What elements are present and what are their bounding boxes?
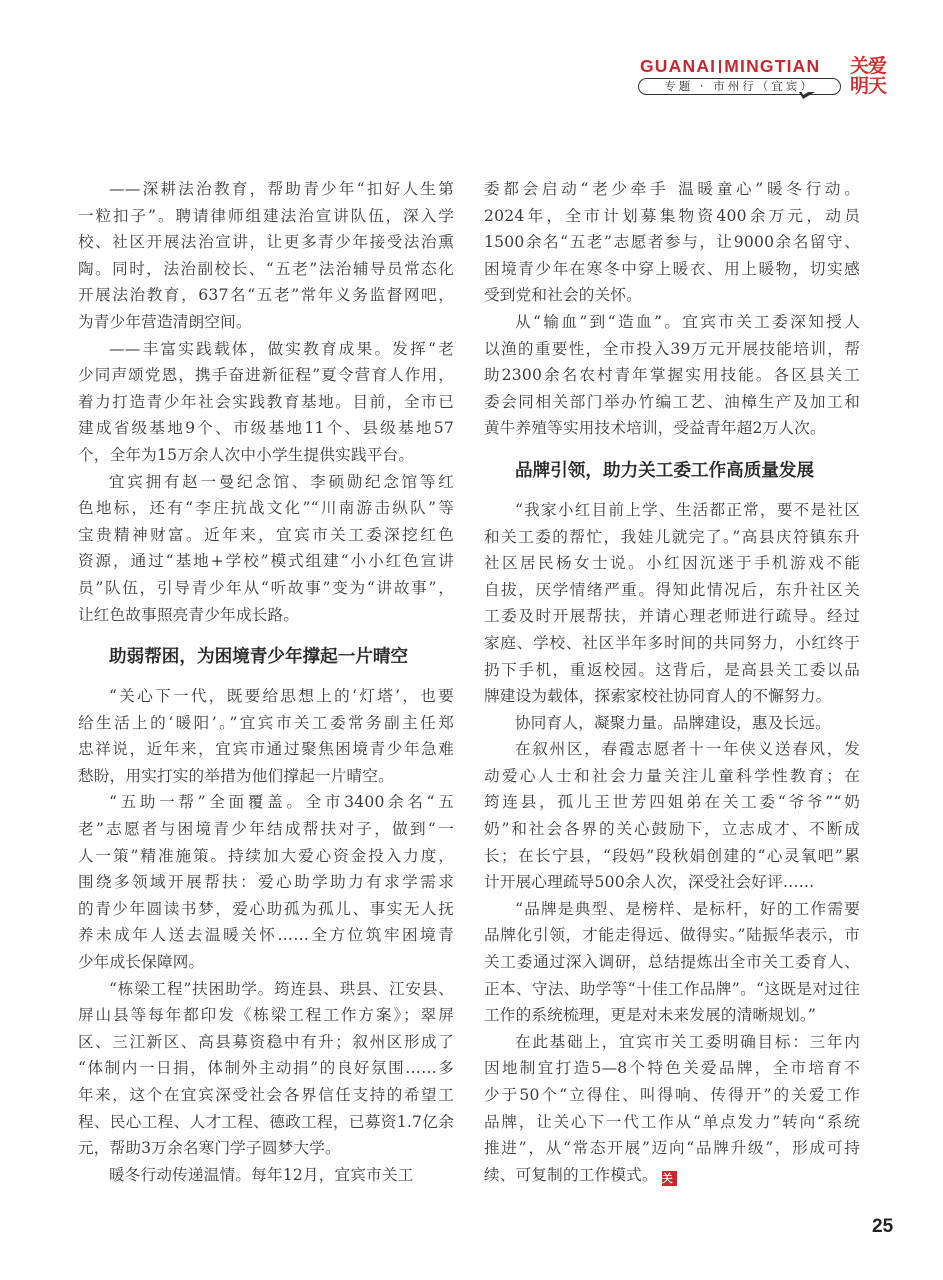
text-line: 正本、守法、助学等“十佳工作品牌”。“这既是对过往 — [484, 979, 860, 998]
text-line: 陶。同时，法治副校长、“五老”法治辅导员常态化 — [78, 259, 454, 278]
section-label: 专题 · 市州行（宜宾） — [664, 79, 815, 93]
text-line: 委都会启动“老少牵手 温暖童心”暖冬行动。 — [484, 180, 860, 198]
text-line: 品牌，让关心下一代工作从“单点发力”转向“系统 — [484, 1112, 860, 1131]
text-line: 受到党和社会的关怀。 — [484, 286, 642, 305]
text-line: 委会同相关部门举办竹编工艺、油樟生产及加工和 — [484, 392, 860, 411]
text-line: 让红色故事照亮青少年成长路。 — [78, 605, 300, 624]
text-line: 牌建设为载体，探索家校社协同育人的不懈努力。 — [484, 687, 832, 706]
text-line: 家庭、学校、社区半年多时间的共同努力，小红终于 — [484, 633, 860, 652]
left-column-text-b — [78, 683, 454, 1188]
text-line: 老”志愿者与困境青少年结成帮扶对子，做到“一 — [78, 820, 454, 839]
text-line: 社区居民杨女士说。小红因沉迷于手机游戏不能 — [484, 554, 860, 573]
text-line: 续、可复制的工作模式。 关 — [484, 1162, 860, 1189]
text-line: 校、社区开展法治宣讲，让更多青少年接受法治熏 — [78, 233, 454, 252]
text-line: 资源，通过“基地+学校”模式组建“小小红色宣讲 — [78, 552, 454, 571]
text-line: “五助一帮”全面覆盖。全市3400余名“五 — [109, 793, 454, 812]
page-number: 25 — [872, 1216, 894, 1237]
text-line: 协同育人，凝聚力量。品牌建设，惠及长远。 — [515, 713, 831, 732]
text-line: 和关工委的帮忙，我娃儿就完了。”高县庆符镇东升 — [484, 527, 860, 546]
text-line: 养未成年人送去温暖关怀……全方位筑牢困境青 — [78, 926, 454, 945]
text-line: 个，全年为15万余人次中小学生提供实践平台。 — [78, 445, 415, 464]
text-line: 愁盼，用实打实的举措为他们撑起一片晴空。 — [78, 766, 394, 785]
text-line: 一粒扣子”。聘请律师组建法治宣讲队伍，深入学 — [78, 206, 454, 225]
masthead-brand-en — [640, 56, 820, 77]
text-line: 宝贵精神财富。近年来，宜宾市关工委深挖红色 — [78, 525, 454, 544]
text-line: 计开展心理疏导500余人次，深受社会好评…… — [484, 873, 815, 892]
text-line: 围绕多领域开展帮扶：爱心助学助力有求学需求 — [78, 873, 454, 892]
text-line: 长；在长宁县，“段妈”段秋娟创建的“心灵氧吧”累 — [484, 846, 860, 865]
text-line: 宜宾拥有赵一曼纪念馆、李硕勋纪念馆等红 — [109, 472, 454, 491]
text-line: 因地制宜打造5—8个特色关爱品牌，全市培育不 — [484, 1059, 860, 1078]
text-line: 少年成长保障网。 — [78, 953, 205, 972]
text-line: 着力打造青少年社会实践教育基地。目前，全市已 — [78, 392, 454, 411]
text-line: 元，帮助3万余名寒门学子圆梦大学。 — [78, 1139, 341, 1158]
text-line: 推进”，从“常态开展”迈向“品牌升级”，形成可持 — [484, 1139, 860, 1158]
brand-en-left: GUANAI — [640, 56, 717, 76]
text-line: 1500余名“五老”志愿者参与，让9000余名留守、 — [484, 233, 860, 252]
brand-cn-line1: 关爱 — [850, 55, 887, 77]
text-line: 动爱心人士和社会力量关注儿童科学性教育；在 — [484, 766, 860, 785]
text-line: 黄牛养殖等实用技术培训，受益青年超2万人次。 — [484, 419, 826, 438]
right-column — [484, 176, 860, 1188]
right-column-text-a — [484, 176, 860, 442]
text-line: 品牌化引领，才能走得远、做得实。”陆振华表示，市 — [484, 926, 860, 945]
text-line: ——丰富实践载体，做实教育成果。发挥“老 — [109, 339, 454, 358]
text-line: 在叙州区，春霞志愿者十一年侠义送春风，发 — [515, 740, 860, 759]
section-heading-brand: 品牌引领，助力关工委工作高质量发展 — [515, 460, 815, 481]
left-column — [78, 176, 454, 1188]
text-line: 忠祥说，近年来，宜宾市通过聚焦困境青少年急难 — [78, 740, 454, 759]
text-line: 从“输血”到“造血”。宜宾市关工委深知授人 — [515, 312, 860, 331]
text-line: 奶”和社会各界的关心鼓励下，立志成才、不断成 — [484, 820, 860, 839]
text-line: 在此基础上，宜宾市关工委明确目标：三年内 — [515, 1032, 860, 1051]
text-line: 暖冬行动传递温情。每年12月，宜宾市关工 — [109, 1165, 414, 1184]
masthead-brand-cn — [850, 56, 892, 96]
masthead — [636, 56, 926, 106]
text-line: 工委及时开展帮扶，并请心理老师进行疏导。经过 — [484, 607, 860, 626]
right-column-text-b — [484, 497, 860, 1188]
text-line: 色地标，还有“李庄抗战文化”“川南游击纵队”等 — [78, 499, 454, 518]
text-line: 少于50个“立得住、叫得响、传得开”的关爱工作 — [484, 1086, 860, 1104]
brand-separator — [719, 60, 721, 73]
text-line: 助2300余名农村青年掌握实用技能。各区县关工 — [484, 366, 860, 385]
text-line: 少同声颂党恩，携手奋进新征程”夏令营育人作用， — [78, 366, 454, 385]
text-line: “品牌是典型、是榜样、是标杆，好的工作需要 — [515, 899, 860, 918]
text-line: “关心下一代，既要给思想上的‘灯塔’，也要 — [109, 687, 454, 706]
text-line: 为青少年营造清朗空间。 — [78, 312, 252, 331]
brand-cn-line2: 明天 — [850, 75, 887, 97]
text-line: 建成省级基地9个、市级基地11个、县级基地57 — [78, 419, 454, 438]
text-line: 人一策”精准施策。持续加大爱心资金投入力度， — [78, 846, 454, 865]
section-heading-assistance: 助弱帮困，为困境青少年撑起一片晴空 — [109, 647, 409, 668]
text-line: 自拔，厌学情绪严重。得知此情况后，东升社区关 — [484, 580, 860, 599]
text-line: 区、三江新区、高县募资稳中有升；叙州区形成了 — [78, 1032, 454, 1051]
text-line: 屏山县等每年都印发《栋梁工程工作方案》；翠屏 — [78, 1006, 454, 1025]
text-line: ——深耕法治教育，帮助青少年“扣好人生第 — [109, 180, 454, 198]
left-column-text-a — [78, 176, 454, 628]
text-line: 关工委通过深入调研，总结提炼出全市关工委育人、 — [484, 953, 860, 972]
text-line: “栋梁工程”扶困助学。筠连县、珙县、江安县、 — [109, 979, 454, 998]
text-line: 给生活上的‘暖阳’。”宜宾市关工委常务副主任郑 — [78, 713, 454, 732]
text-line: “体制内一日捐，体制外主动捐”的良好氛围……多 — [78, 1059, 454, 1078]
text-line: 筠连县，孤儿王世芳四姐弟在关工委“爷爷”“奶 — [484, 793, 860, 812]
text-line: 2024年，全市计划募集物资400余万元，动员 — [484, 206, 860, 225]
article-end-mark-icon: 关 — [662, 1171, 677, 1186]
text-line: 扔下手机，重返校园。这背后，是高县关工委以品 — [484, 660, 860, 679]
text-line: 困境青少年在寒冬中穿上暖衣、用上暖物，切实感 — [484, 259, 860, 278]
text-line: 开展法治教育，637名“五老”常年义务监督网吧， — [78, 286, 454, 305]
text-line: “我家小红目前上学、生活都正常，要不是社区 — [515, 500, 860, 519]
speech-bubble-tail-icon — [799, 92, 815, 99]
text-line: 程、民心工程、人才工程、德政工程，已募资1.7亿余 — [78, 1112, 454, 1131]
text-line: 以渔的重要性，全市投入39万元开展技能培训，帮 — [484, 339, 860, 358]
brand-en-right: MINGTIAN — [724, 56, 821, 76]
text-line: 工作的系统梳理，更是对未来发展的清晰规划。” — [484, 1006, 817, 1025]
text-line: 的青少年圆读书梦，爱心助孤为孤儿、事实无人抚 — [78, 899, 454, 918]
text-line: 员”队伍，引导青少年从“听故事”变为“讲故事”， — [78, 578, 454, 597]
text-line: 年来，这个在宜宾深受社会各界信任支持的希望工 — [78, 1086, 454, 1104]
